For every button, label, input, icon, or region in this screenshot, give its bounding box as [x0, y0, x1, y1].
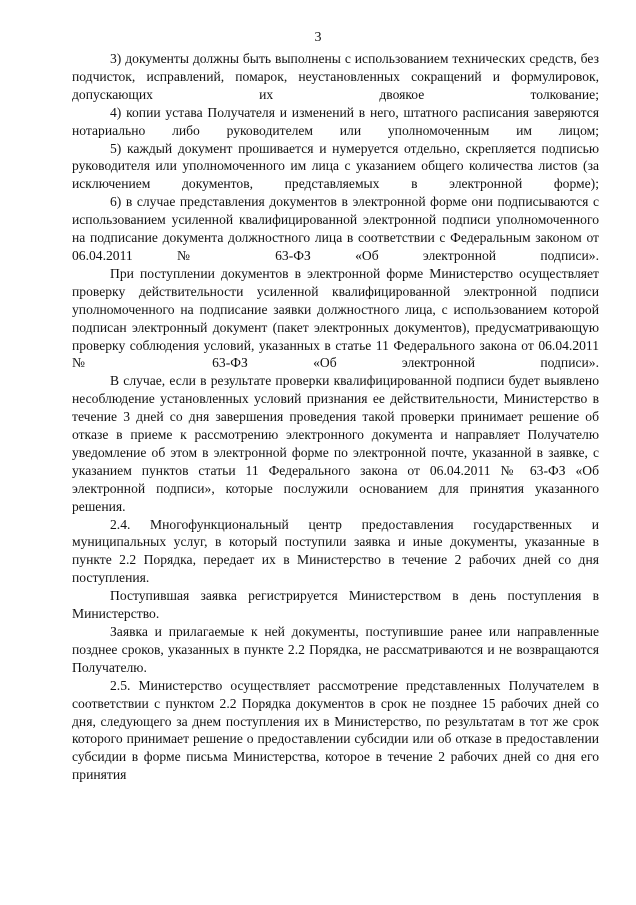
page-number: 3 — [314, 30, 322, 45]
paragraph-item-3: 3) документы должны быть выполнены с использованием технических средств, без подчисток, исправлений, помарок, неустановленных сокращений и формулировок, допускающих их двоякое толкование; — [72, 51, 599, 102]
paragraph-clause-2-4: 2.4. Многофункциональный центр предоставления государственных и муниципальных услуг, в который поступили заявка и иные документы, указанные в пункте 2.2 Порядка, передает их в Министерство в течение 2 рабочих дней со дня поступления. — [72, 516, 599, 586]
paragraph-item-4: 4) копии устава Получателя и изменений в него, штатного расписания заверяются нотариально либо руководителем или уполномоченным им лицом; — [72, 104, 599, 138]
paragraph-registration: Поступившая заявка регистрируется Министерством в день поступления в Министерство. — [72, 588, 599, 622]
paragraph-item-6: 6) в случае представления документов в электронной форме они подписываются с использованием усиленной квалифицированной электронной подписи уполномоченного на подписание документа должностного лица в соответствии с Федеральным законом от 06.04.2011 № 63-ФЗ «Об электронной подписи». — [72, 194, 599, 263]
paragraph-late-submission: Заявка и прилагаемые к ней документы, поступившие ранее или направленные позднее сроков, указанных в пункте 2.2 Порядка, не рассматриваются и не возвращаются Получателю. — [72, 624, 599, 675]
paragraph-signature-failure: В случае, если в результате проверки квалифицированной подписи будет выявлено несоблюдение установленных условий признания ее действительности, Министерство в течение 3 дней со дня завершения проведения такой проверки принимает решение об отказе в приеме к рассмотрению электронного документа и направляет Получателю уведомление об этом в электронной форме по электронной почте, указанной в заявке, с указанием пунктов статьи 11 Федерального закона от 06.04.2011 № 63-ФЗ «Об электронной подписи», которые послужили основанием для принятия указанного решения. — [72, 373, 599, 514]
paragraph-item-5: 5) каждый документ прошивается и нумеруется отдельно, скрепляется подписью руководителя или уполномоченного им лица с указанием общего количества листов (за исключением документов, представляемых в электронной форме); — [72, 140, 599, 192]
paragraph-clause-2-5: 2.5. Министерство осуществляет рассмотрение представленных Получателем в соответствии с пунктом 2.2 Порядка документов в срок не позднее 15 рабочих дней со дня, следующего за днем поступления их в Министерство, по результатам в тот же срок которого принимает решение о предоставлении субсидии или об отказе в предоставлении субсидии в форме письма Министерства, которое в течение 2 рабочих дней со дня его принятия — [72, 677, 599, 783]
paragraph-signature-check: При поступлении документов в электронной форме Министерство осуществляет проверку действительности усиленной квалифицированной электронной подписи уполномоченного на подписание заявки должностного лица, с использованием которой подписан электронный документ (пакет электронных документов), предусматривающую проверку соблюдения условий, указанных в статье 11 Федерального закона от 06.04.2011 № 63-ФЗ «Об электронной подписи». — [72, 265, 599, 371]
body-text — [72, 50, 599, 784]
